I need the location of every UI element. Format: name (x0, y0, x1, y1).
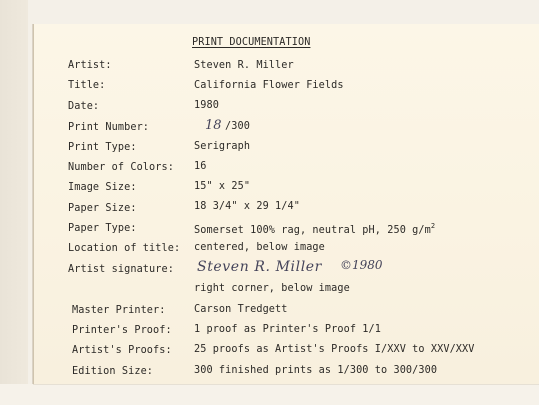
artist-signature-label: Artist signature: (68, 264, 174, 275)
paper-type-label: Paper Type: (68, 223, 137, 234)
artists-proofs-value: 25 proofs as Artist's Proofs I/XXV to XXV/XXV (194, 344, 475, 355)
artist-value: Steven R. Miller (194, 60, 294, 71)
background-bottom (0, 384, 539, 405)
location-of-title-label: Location of title: (68, 243, 181, 254)
paper-type-superscript: 2 (430, 222, 436, 230)
edition-size-label: Edition Size: (72, 366, 154, 377)
date-value: 1980 (194, 100, 219, 111)
paper-type-text: Somerset 100% rag, neutral pH, 250 g/m (194, 225, 431, 236)
master-printer-value: Carson Tredgett (194, 304, 288, 315)
background-surface (0, 0, 28, 405)
image-size-label: Image Size: (68, 182, 137, 193)
artist-signature-note: right corner, below image (194, 283, 350, 294)
paper-type-value (194, 222, 435, 236)
artists-proofs-label: Artist's Proofs: (72, 345, 172, 356)
paper-size-value: 18 3/4" x 29 1/4" (194, 201, 300, 212)
document-heading: PRINT DOCUMENTATION (192, 37, 311, 48)
number-of-colors-value: 16 (194, 161, 207, 172)
number-of-colors-label: Number of Colors: (68, 162, 174, 173)
printers-proof-value: 1 proof as Printer's Proof 1/1 (194, 324, 382, 335)
artist-signature-handwritten: Steven R. Miller (197, 259, 322, 275)
printers-proof-label: Printer's Proof: (72, 325, 172, 336)
image-size-value: 15" x 25" (194, 181, 251, 192)
print-number-label: Print Number: (68, 122, 150, 133)
paper-size-label: Paper Size: (68, 203, 137, 214)
edition-size-value: 300 finished prints as 1/300 to 300/300 (194, 365, 438, 376)
location-of-title-value: centered, below image (194, 242, 325, 253)
artist-label: Artist: (68, 60, 112, 71)
title-label: Title: (68, 80, 106, 91)
signature-date-handwritten: ©1980 (340, 258, 383, 272)
print-number-suffix: /300 (225, 121, 250, 132)
title-value: California Flower Fields (194, 80, 344, 91)
date-label: Date: (68, 101, 100, 112)
print-number-handwritten: 18 (205, 118, 222, 133)
sheet-edge (33, 24, 34, 384)
print-type-value: Serigraph (194, 141, 251, 152)
print-type-label: Print Type: (68, 142, 137, 153)
master-printer-label: Master Printer: (72, 305, 166, 316)
